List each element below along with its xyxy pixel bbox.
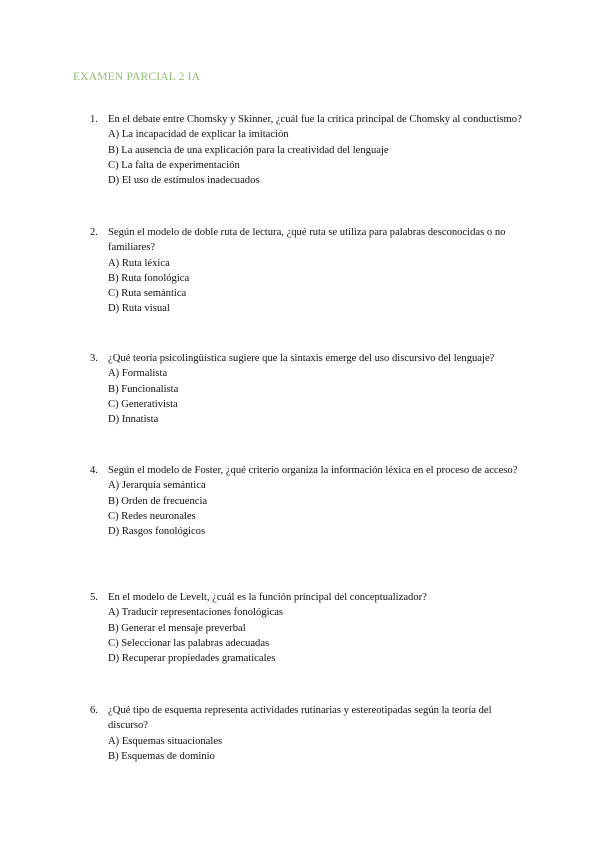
- question-2: [90, 225, 530, 317]
- option-b: B) La ausencia de una explicación para la creatividad del lenguaje: [108, 144, 389, 156]
- option-c: C) Ruta semántica: [108, 288, 187, 300]
- option-b: B) Generar el mensaje preverbal: [108, 622, 246, 634]
- question-text: Según el modelo de doble ruta de lectura, ¿qué ruta se utiliza para palabras desconocidas o no familiares?: [108, 227, 506, 254]
- question-4: [90, 463, 530, 539]
- question-5: [90, 590, 530, 666]
- option-b: B) Esquemas de dominio: [108, 750, 215, 762]
- question-text: ¿Qué teoría psicolingüística sugiere que la sintaxis emerge del uso discursivo del lenguaje?: [108, 353, 495, 364]
- option-a: A) Jerarquía semántica: [108, 480, 206, 492]
- question-number: 2.: [90, 227, 98, 238]
- option-b: B) Ruta fonológica: [108, 272, 190, 284]
- option-c: C) Redes neuronales: [108, 510, 196, 522]
- option-c: C) La falta de experimentación: [108, 159, 240, 171]
- question-text: En el debate entre Chomsky y Skinner, ¿cuál fue la crítica principal de Chomsky al conductismo? A) La incapacidad de explicar la imitación: [108, 114, 522, 141]
- question-1: [90, 112, 530, 188]
- option-d: D) Ruta visual: [108, 303, 170, 315]
- option-d: D) Innatista: [108, 414, 159, 426]
- option-d: D) Rasgos fonológicos: [108, 526, 206, 538]
- question-text: Según el modelo de Foster, ¿qué criterio organiza la información léxica en el proceso de acceso?: [108, 465, 518, 476]
- option-a: A) Ruta léxica: [108, 257, 170, 269]
- option-b: B) Orden de frecuencia: [108, 495, 208, 507]
- option-a: A) Traducir representaciones fonológicas: [108, 607, 284, 619]
- question-6: [90, 703, 530, 764]
- exam-title: EXAMEN PARCIAL 2 IA: [73, 71, 201, 83]
- question-number: 3.: [90, 353, 98, 364]
- question-number: 4.: [90, 465, 98, 476]
- question-3: [90, 351, 530, 427]
- question-number: 6.: [90, 705, 98, 716]
- question-text: En el modelo de Levelt, ¿cuál es la función principal del conceptualizador?: [108, 592, 427, 603]
- option-d: D) Recuperar propiedades gramaticales: [108, 653, 276, 665]
- option-a: A) Formalista: [108, 368, 168, 380]
- option-a: A) Esquemas situacionales: [108, 735, 223, 747]
- question-text: ¿Qué tipo de esquema representa actividades rutinarias y estereotipadas según la teoría del discurso?: [108, 705, 492, 732]
- option-c: C) Seleccionar las palabras adecuadas: [108, 637, 270, 649]
- option-b: B) Funcionalista: [108, 383, 179, 395]
- question-number: 5.: [90, 592, 98, 603]
- option-d: D) El uso de estímulos inadecuados: [108, 175, 260, 187]
- option-c: C) Generativista: [108, 398, 178, 410]
- question-number: 1.: [90, 114, 98, 125]
